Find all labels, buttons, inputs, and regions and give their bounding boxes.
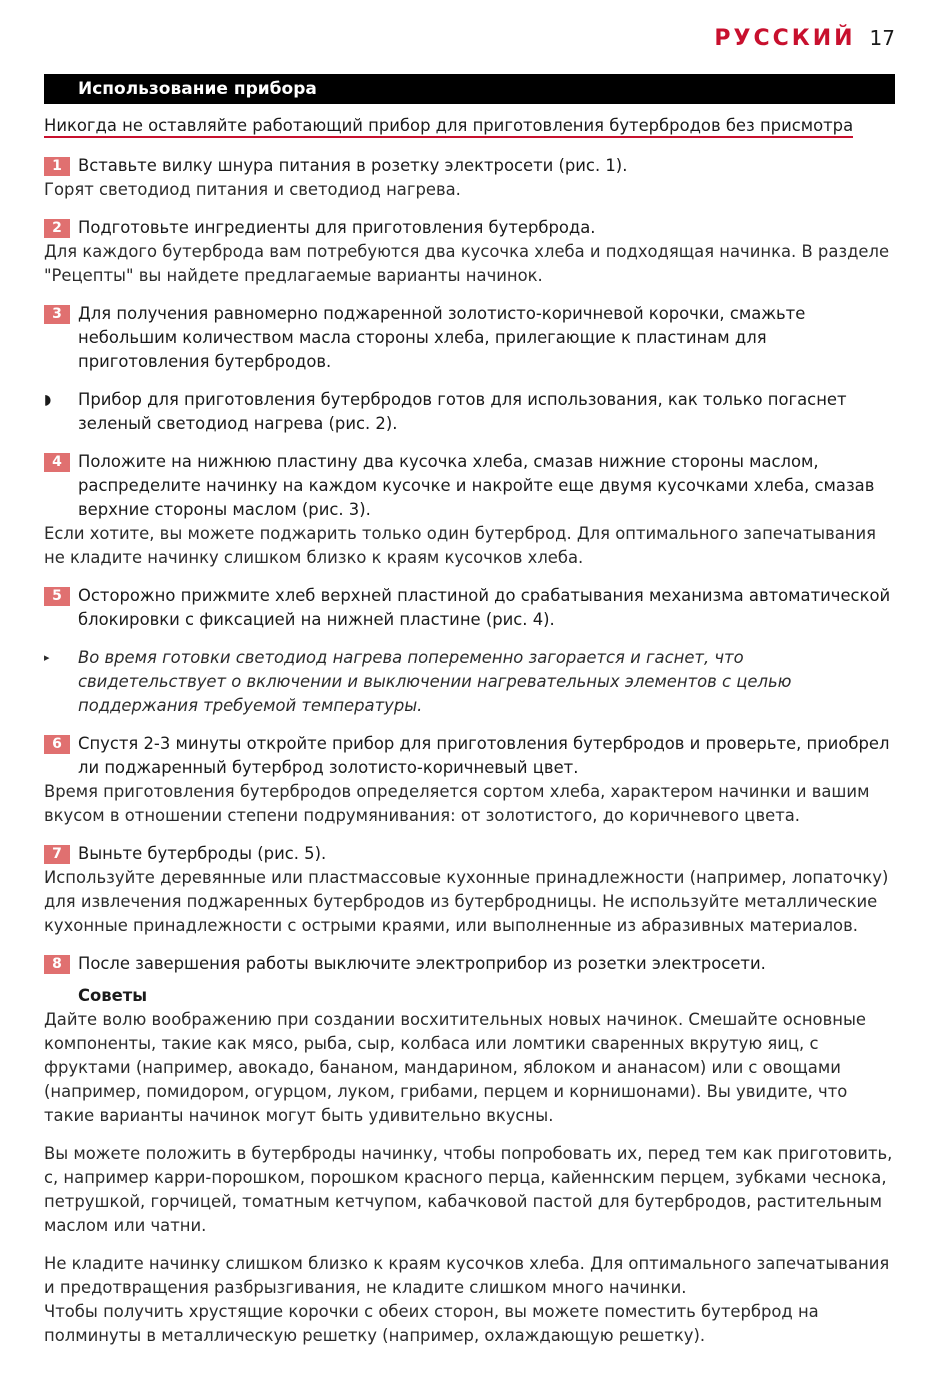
step-6: 6 Спустя 2-3 минуты откройте прибор для приготовления бутербродов и проверьте, приобрел ли поджаренный бутерброд золотисто-коричневый цвет. (44, 732, 895, 780)
step-4-detail: Если хотите, вы можете поджарить только один бутерброд. Для оптимального запечатывания не кладите начинку слишком близко к краям кусочков хлеба. (44, 524, 877, 567)
step-8: 8 После завершения работы выключите электроприбор из розетки электросети. (44, 952, 895, 976)
language-label: РУССКИЙ (714, 26, 856, 51)
tips-title: Советы (78, 986, 148, 1005)
tips-paragraph: Дайте волю воображению при создании восхитительных новых начинок. Смешайте основные компоненты, такие как мясо, рыба, сыр, колбаса или ломтики сваренных вкрутую яиц, с фруктами (например, авокадо, бананом, мандарином, яблоком и ананасом) или с овощами (например, помидором, огурцом, луком, грибами, перцем и корнишонами). Вы увидите, что такие варианты начинок могут быть удивительно вкусны. (44, 1010, 866, 1125)
step-number: 8 (44, 955, 70, 974)
section-title: Использование прибора (44, 74, 895, 104)
step-3-result: ◗ Прибор для приготовления бутербродов готов для использования, как только погаснет зеленый светодиод нагрева (рис. 2). (44, 390, 847, 433)
tips-paragraph: Чтобы получить хрустящие корочки с обеих сторон, вы можете поместить бутерброд на полминуты в металлическую решетку (например, охлаждающую решетку). (44, 1302, 819, 1345)
step-1-detail: Горят светодиод питания и светодиод нагрева. (44, 180, 461, 199)
step-7-detail: Используйте деревянные или пластмассовые кухонные принадлежности (например, лопаточку) для извлечения поджаренных бутербродов из бутербродницы. Не используйте металлические кухонные принадлежности с острыми краями, или выполненные из абразивных материалов. (44, 868, 889, 935)
step-5: 5 Осторожно прижмите хлеб верхней пластиной до срабатывания механизма автоматической блокировки с фиксацией на нижней пластине (рис. 4). (44, 584, 895, 632)
page-header (714, 26, 895, 51)
step-number: 7 (44, 845, 70, 864)
step-4: 4 Положите на нижнюю пластину два кусочка хлеба, смазав нижние стороны маслом, распределите начинку на каждом кусочке и накройте еще двумя кусочками хлеба, смазав верхние стороны маслом (рис. 3). (44, 450, 895, 522)
step-6-detail: Время приготовления бутербродов определяется сортом хлеба, характером начинки и вашим вкусом в отношении степени подрумянивания: от золотистого, до коричневого цвета. (44, 782, 870, 825)
step-5-note: ▸ Во время готовки светодиод нагрева попеременно загорается и гаснет, что свидетельствует о включении и выключении нагревательных элементов с целью поддержания требуемой температуры. (44, 648, 792, 715)
bullet-icon: ◗ (44, 392, 52, 408)
step-1: 1 Вставьте вилку шнура питания в розетку электросети (рис. 1). (44, 154, 895, 178)
step-number: 3 (44, 305, 70, 324)
main-content (44, 114, 895, 1348)
tips-paragraph: Не кладите начинку слишком близко к краям кусочков хлеба. Для оптимального запечатывания и предотвращения разбрызгивания, не кладите слишком много начинки. (44, 1254, 890, 1297)
step-number: 6 (44, 735, 70, 754)
step-3: 3 Для получения равномерно поджаренной золотисто-коричневой корочки, смажьте небольшим количеством масла стороны хлеба, прилегающие к пластинам для приготовления бутербродов. (44, 302, 895, 374)
step-number: 5 (44, 587, 70, 606)
arrow-icon: ▸ (44, 651, 50, 664)
step-number: 2 (44, 219, 70, 238)
warning-text: Никогда не оставляйте работающий прибор для приготовления бутербродов без присмотра (44, 114, 895, 138)
step-number: 4 (44, 453, 70, 472)
step-2-detail: Для каждого бутерброда вам потребуются два кусочка хлеба и подходящая начинка. В разделе "Рецепты" вы найдете предлагаемые варианты начинок. (44, 242, 890, 285)
step-7: 7 Выньте бутерброды (рис. 5). (44, 842, 895, 866)
tips-paragraph: Вы можете положить в бутерброды начинку, чтобы попробовать их, перед тем как приготовить, с, например карри-порошком, порошком красного перца, кайеннским перцем, зубками чеснока, петрушкой, горчицей, томатным кетчупом, кабачковой пастой для бутербродов, растительным маслом или чатни. (44, 1144, 893, 1235)
step-number: 1 (44, 157, 70, 176)
step-2: 2 Подготовьте ингредиенты для приготовления бутерброда. (44, 216, 895, 240)
page-number: 17 (869, 26, 895, 50)
